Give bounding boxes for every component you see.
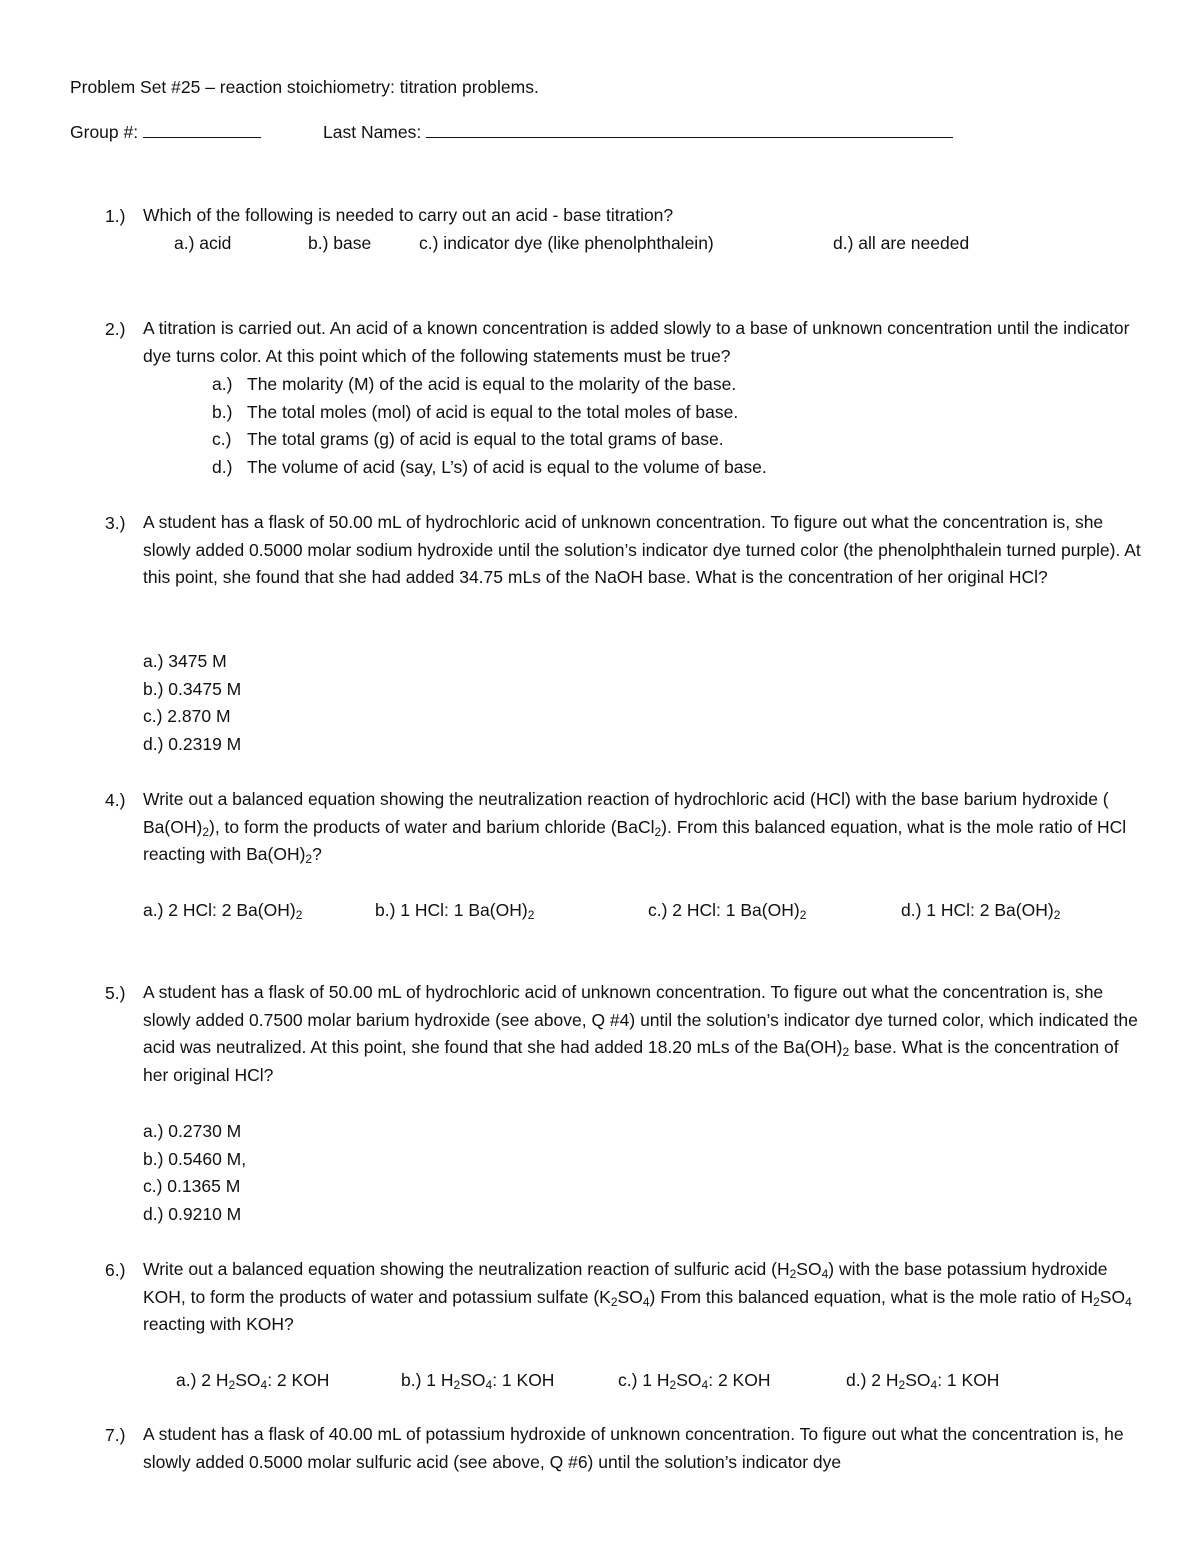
q2-option-b-label: b.) <box>212 402 233 422</box>
q6-option-c: c.) 1 $H_2SO_4$: 2 KOH <box>618 1370 771 1392</box>
q2-option-a-label: a.) <box>212 374 233 394</box>
q4-text: Write out a balanced equation showing the neutralization reaction of hydrochloric acid (HCl) with the base barium hydroxide ( $Ba(OH)_2$), to form the products of water and barium chloride (BaCl$_2$). From this balanced equation, what is the mole ratio of HCl reacting with $Ba(OH)_2$? <box>143 789 1127 867</box>
q5-option-a: a.) 0.2730 M <box>143 1121 242 1141</box>
q3-number: 3.) <box>105 513 126 533</box>
q1-number: 1.) <box>105 206 126 226</box>
q4-option-a: a.) 2 HCl: 2 $Ba(OH)_2$ <box>143 900 303 922</box>
names-label: Last Names: <box>323 122 422 142</box>
group-label: Group #: <box>70 122 139 142</box>
q2-text: A titration is carried out. An acid of a known concentration is added slowly to a base of unknown concentration until the indicator dye turns color. At this point which of the following statements must be true? <box>143 318 1130 366</box>
q6-option-d: d.) 2 $H_2SO_4$: 1 KOH <box>846 1370 1000 1392</box>
q3-option-a: a.) 3475 M <box>143 651 227 671</box>
q3-option-d: d.) 0.2319 M <box>143 734 242 754</box>
q2-option-c-text: The total grams (g) of acid is equal to the total grams of base. <box>247 429 724 449</box>
q3-text: A student has a flask of 50.00 mL of hydrochloric acid of unknown concentration. To figure out what the concentration is, she slowly added 0.5000 molar sodium hydroxide until the solution’s indicator dye turned color (the phenolphthalein turned purple). At this point, she found that she had added 34.75 mLs of the NaOH base. What is the concentration of her original HCl? <box>143 512 1141 588</box>
q4-option-b: b.) 1 HCl: 1 $Ba(OH)_2$ <box>375 900 535 922</box>
q1-option-d: d.) all are needed <box>833 233 970 253</box>
q2-option-a-text: The molarity (M) of the acid is equal to the molarity of the base. <box>247 374 737 394</box>
q2-option-d-label: d.) <box>212 457 233 477</box>
q4-option-d: d.) 1 HCl: 2 $Ba(OH)_2$ <box>901 900 1061 922</box>
q5-option-d: d.) 0.9210 M <box>143 1204 242 1224</box>
q6-option-a: a.) 2 $H_2SO_4$: 2 KOH <box>176 1370 330 1392</box>
q7-number: 7.) <box>105 1425 126 1445</box>
q1-option-a: a.) acid <box>174 233 232 253</box>
q5-number: 5.) <box>105 983 126 1003</box>
q3-option-b: b.) 0.3475 M <box>143 679 242 699</box>
q2-option-b-text: The total moles (mol) of acid is equal to the total moles of base. <box>247 402 739 422</box>
group-blank[interactable] <box>143 119 261 138</box>
q2-option-d-text: The volume of acid (say, L’s) of acid is equal to the volume of base. <box>247 457 767 477</box>
names-blank[interactable] <box>426 119 953 138</box>
names-field <box>323 119 953 143</box>
q5-text: A student has a flask of 50.00 mL of hydrochloric acid of unknown concentration. To figure out what the concentration is, she slowly added 0.7500 molar barium hydroxide (see above, Q #4) until the solution’s indicator dye turned color, which indicated the acid was neutralized. At this point, she found that she had added 18.20 mLs of the $Ba(OH)_2$ base. What is the concentration of her original HCl? <box>143 982 1138 1085</box>
q1-option-b: b.) base <box>308 233 372 253</box>
page-title: Problem Set #25 – reaction stoichiometry: titration problems. <box>70 77 539 97</box>
q6-option-b: b.) 1 $H_2SO_4$: 1 KOH <box>401 1370 555 1392</box>
q6-number: 6.) <box>105 1260 126 1280</box>
q1-option-c: c.) indicator dye (like phenolphthalein) <box>419 233 714 253</box>
q5-option-b: b.) 0.5460 M, <box>143 1149 247 1169</box>
group-field <box>70 119 261 143</box>
q1-text: Which of the following is needed to carry out an acid - base titration? <box>143 205 674 225</box>
q6-text: Write out a balanced equation showing the neutralization reaction of sulfuric acid $(H_2SO_4)$ with the base potassium hydroxide KOH, to form the products of water and potassium sulfate $(K_2SO_4)$ From this balanced equation, what is the mole ratio of $H_2SO_4$ reacting with KOH? <box>143 1259 1132 1335</box>
q3-option-c: c.) 2.870 M <box>143 706 231 726</box>
q2-option-c-label: c.) <box>212 429 232 449</box>
q4-number: 4.) <box>105 790 126 810</box>
q2-number: 2.) <box>105 319 126 339</box>
q4-option-c: c.) 2 HCl: 1 $Ba(OH)_2$ <box>648 900 807 922</box>
q5-option-c: c.) 0.1365 M <box>143 1176 241 1196</box>
q7-text: A student has a flask of 40.00 mL of potassium hydroxide of unknown concentration. To figure out what the concentration is, he slowly added 0.5000 molar sulfuric acid (see above, Q #6) until the solution’s indicator dye <box>143 1424 1124 1472</box>
